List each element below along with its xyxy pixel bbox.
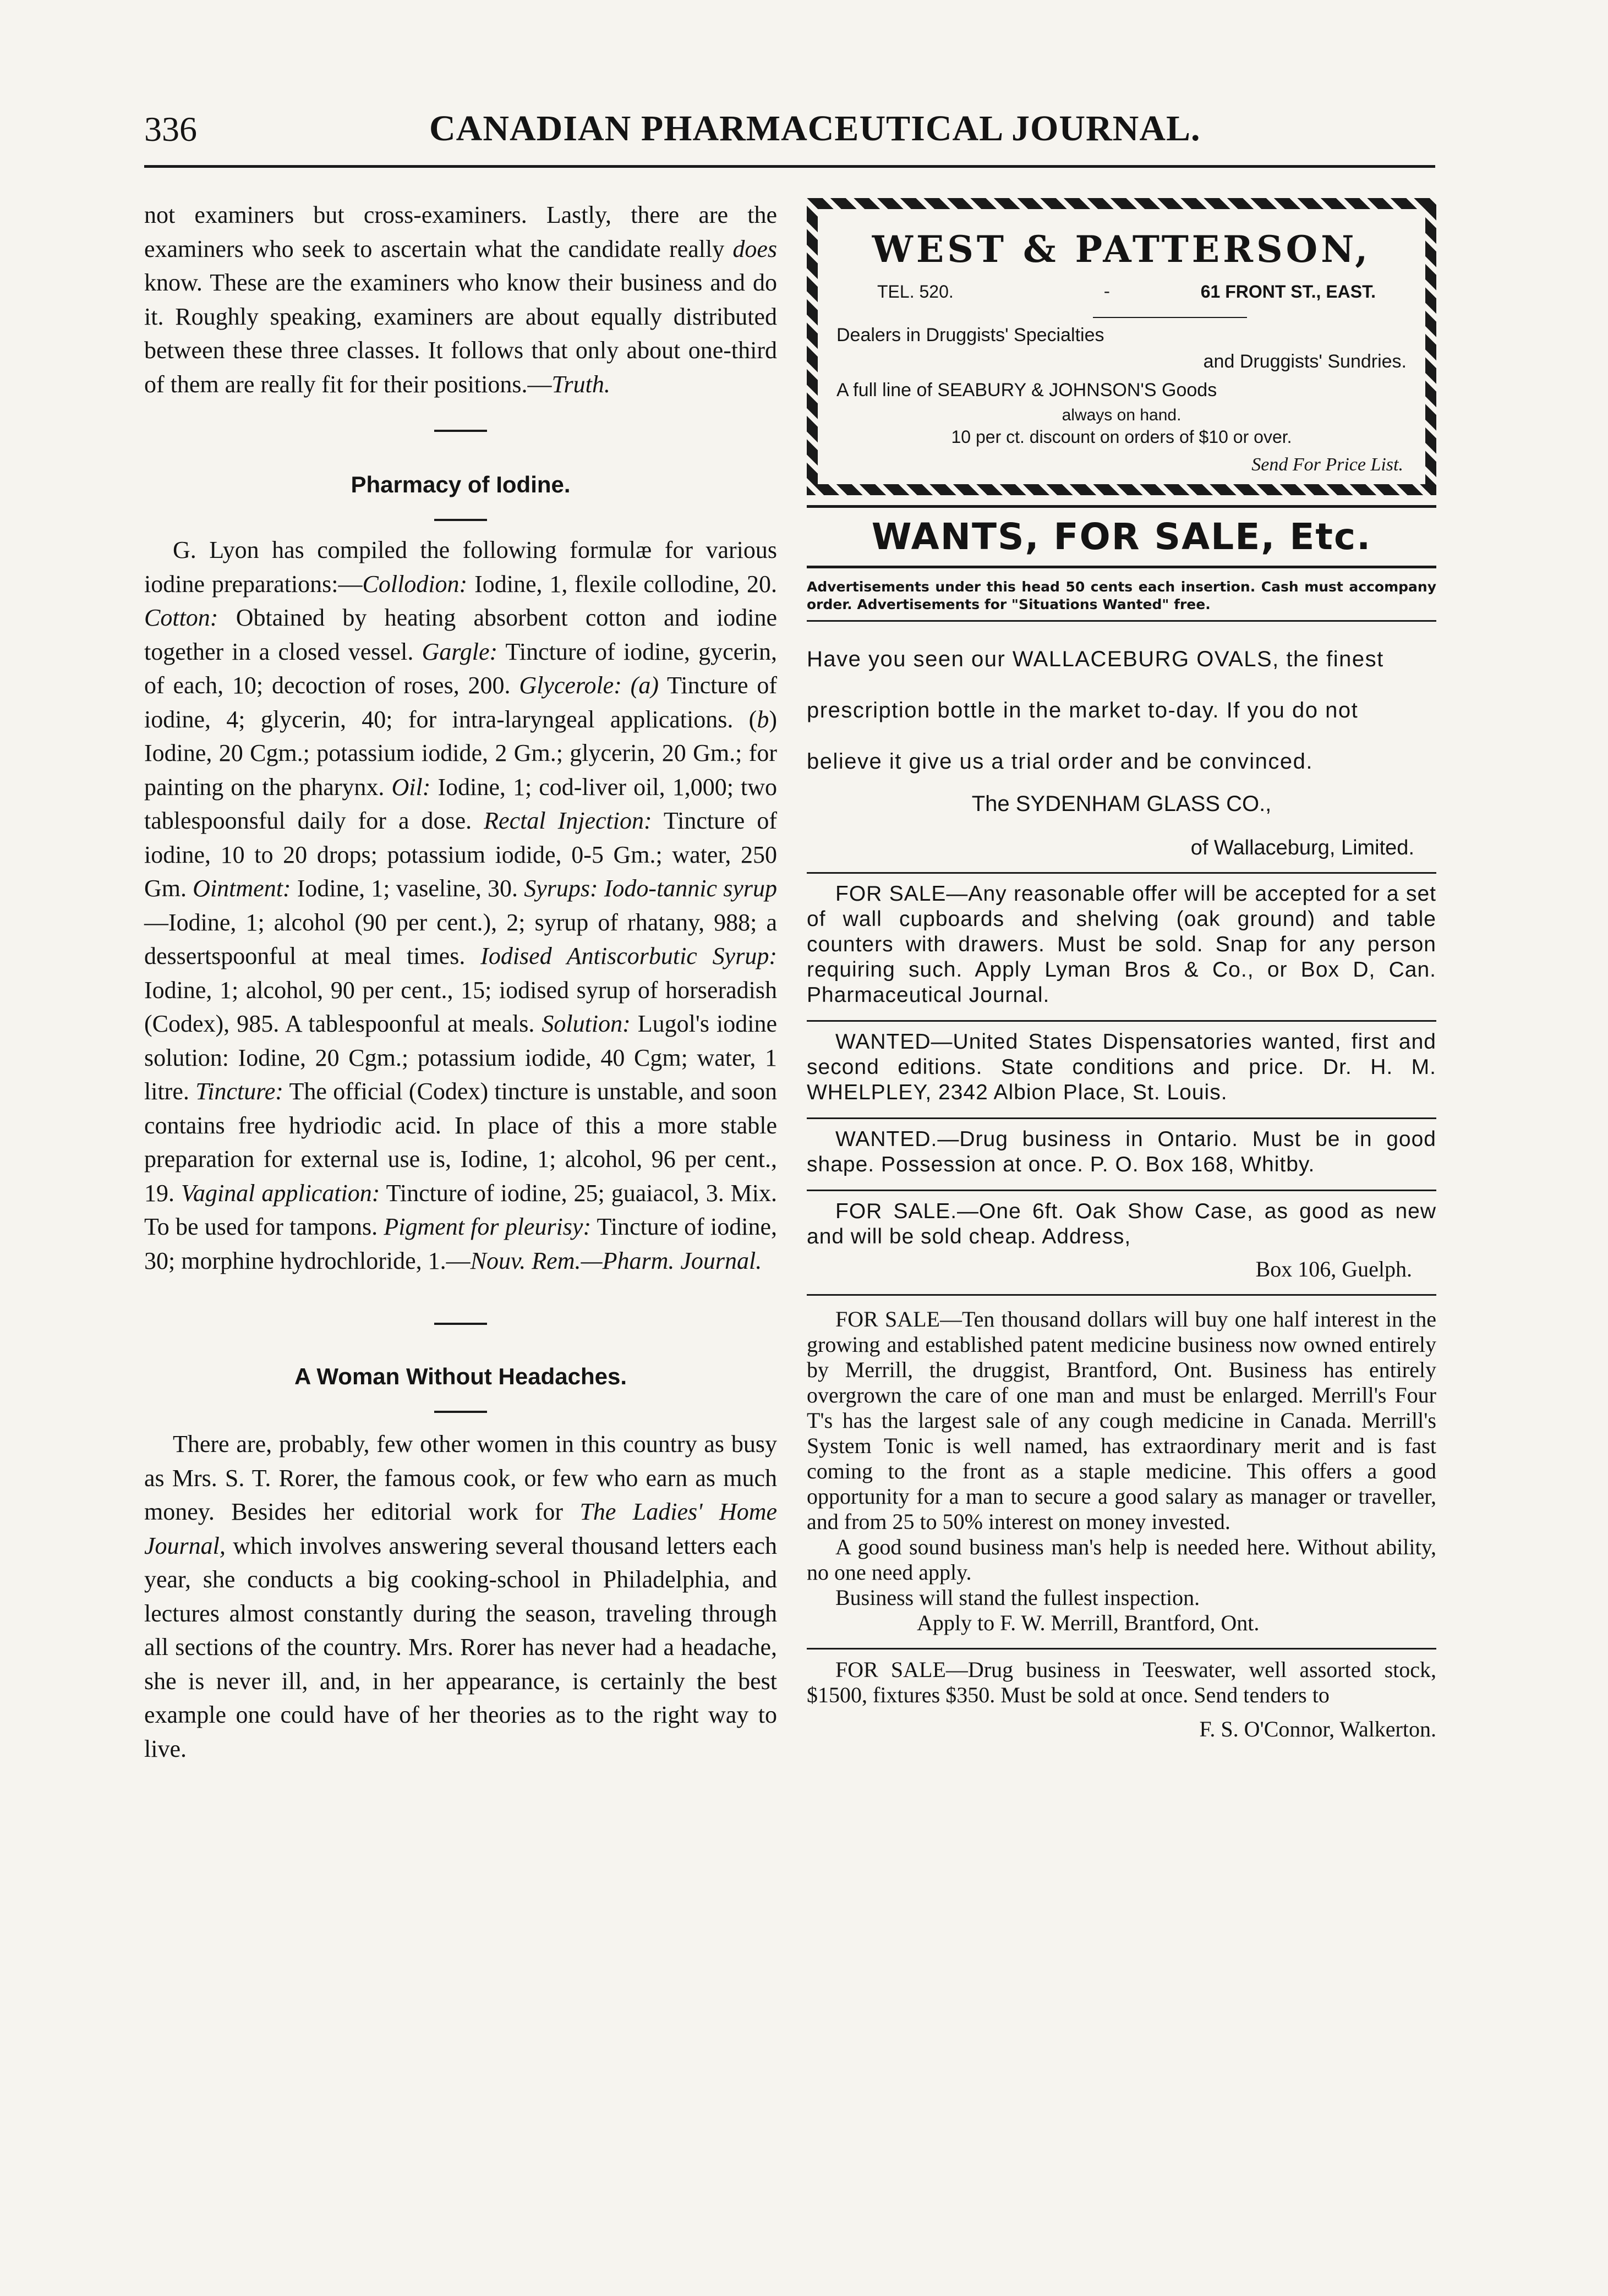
iodine-text-segment: Obtained by heating absorbent cotton and iodine together in a closed vessel. [144,604,777,665]
classified-rule [807,1190,1436,1191]
ad-line-2: and Druggists' Sundries. [1203,351,1407,372]
ad-item-text: WANTED.—Drug business in Ontario. Must be in good shape. Possession at once. P. O. Box 168, Whitby. [807,1127,1436,1176]
running-title: CANADIAN PHARMACEUTICAL JOURNAL. [429,108,1201,149]
classified-rule [807,1648,1436,1650]
ad-item [807,1127,1436,1177]
ad-rule [1093,317,1247,318]
ad-telephone: TEL. 520. [877,282,954,302]
iodine-text-italic-segment: Ointment: [193,875,291,902]
teeswater-signature: F. S. O'Connor, Walkerton. [1199,1717,1436,1741]
iodine-text-segment: —Iodine, 1; alcohol (90 per cent.), 2; syrup of rhatany, 988; a dessertspoonful at meal times. [144,908,777,969]
iodine-text-segment: Iodine, 1; vaseline, 30. [291,875,524,902]
section-rule [807,566,1436,568]
ad-item [807,881,1436,1008]
woman-text-segment: There are, probably, few other women in this country as busy as Mrs. S. T. Rorer, the famous cook, or few who earn as much money. Besides her editorial work for [144,1431,777,1525]
iodine-text-segment: G. Lyon has compiled the following formulæ for various iodine preparations:— [144,536,777,598]
teeswater-ad [807,1657,1436,1742]
iodine-text-italic-segment: Cotton: [144,604,218,631]
iodine-heading: Pharmacy of Iodine. [351,472,571,497]
ad-line-4: always on hand. [1062,406,1182,424]
ad-line-3: A full line of SEABURY & JOHNSON'S Goods [836,380,1217,401]
iodine-text-italic-segment: Solution: [542,1010,631,1037]
classified-rule [807,872,1436,874]
ad-item-signature: Box 106, Guelph. [1255,1257,1412,1281]
iodine-text-segment: Iodine, 1; cod-liver oil, 1,000; two tablespoonsful daily for a dose. [144,773,777,834]
woman-text-italic-segment: The Ladies' Home Journal, [144,1498,778,1559]
page-number: 336 [144,109,197,149]
woman-article-body [144,1427,777,1766]
ad-item-text: FOR SALE.—One 6ft. Oak Show Case, as good as new and will be sold cheap. Address, [807,1199,1436,1248]
iodine-text-segment: The official (Codex) tincture is unstable, and soon contains free hydriodic acid. In place of this a more stable preparation for external use is, Iodine, 1; alcohol, 96 per cent., 19. [144,1078,777,1207]
iodine-text-italic-segment: Collodion: [362,570,468,598]
heading-underline [434,519,487,521]
woman-text-segment: which involves answering several thousand letters each year, she conducts a big cooking-school in Philadelphia, and lectures almost constantly during the season, traveling through all sections of the country. Mrs. Rorer has never had a headache, she is never ill, and, in her appearance, is certainly the best example one could have of her theories as to the right way to live. [144,1532,777,1762]
merrill-ad-p2: A good sound business man's help is needed here. Without ability, no one need apply. [807,1535,1436,1585]
woman-heading: A Woman Without Headaches. [294,1363,627,1389]
ad-item-text: WANTED—United States Dispensatories wanted, first and second editions. State conditions and price. Dr. H. M. WHELPLEY, 2342 Albion Place, St. Louis. [807,1030,1436,1104]
advertising-note: Advertisements under this head 50 cents each insertion. Cash must accompany order. Advertisements for "Situations Wanted" free. [807,579,1436,612]
intro-text-1: not examiners but cross-examiners. Lastly, there are the examiners who seek to ascertain what the candidate really [144,201,777,262]
iodine-text-italic-segment: Gargle: [422,638,498,665]
merrill-ad-p3: Business will stand the fullest inspection. [835,1585,1200,1610]
iodine-text-italic-segment: b [757,705,769,733]
ad-item-text: FOR SALE—Any reasonable offer will be accepted for a set of wall cupboards and shelving (oak ground) and table counters with drawers. Must be sold. Snap for any person requiring such. Apply Lyman Bros & Co., or Box D, Can. Pharmaceutical Journal. [807,882,1436,1007]
iodine-text-segment: Tincture of iodine, 10 to 20 drops; potassium iodide, 0-5 Gm.; water, 250 Gm. [144,807,777,902]
merrill-ad [807,1307,1436,1636]
iodine-text-italic-segment: Iodised Antiscorbutic Syrup: [480,942,777,969]
wallaceburg-company: The SYDENHAM GLASS CO., [971,792,1272,816]
iodine-text-segment: Tincture of iodine, 25; guaiacol, 3. Mix. To be used for tampons. [144,1179,778,1240]
classified-rule [807,1117,1436,1119]
header-rule [144,165,1435,168]
intro-paragraph [144,198,777,401]
wallaceburg-ad: Have you seen our WALLACEBURG OVALS, the finest prescription bottle in the market to-day. If you do not believe it give us a trial order and be convinced. [807,647,1384,774]
iodine-text-segment: Lugol's iodine solution: Iodine, 20 Cgm.; potassium iodide, 40 Cgm; water, 1 litre. [144,1010,777,1105]
classified-rule [807,1294,1436,1296]
merrill-ad-p4: Apply to F. W. Merrill, Brantford, Ont. [917,1610,1260,1635]
section-divider [434,1323,487,1325]
ad-line-6: Send For Price List. [1251,454,1403,475]
iodine-text-segment: Tincture of iodine, 30; morphine hydrochloride, 1.— [144,1213,777,1274]
iodine-article-body [144,533,777,1278]
intro-emphasis: does [732,235,777,262]
west-patterson-ad [807,198,1436,495]
iodine-text-italic-segment: Tincture: [195,1078,283,1105]
classified-rule [807,1020,1436,1022]
iodine-text-segment: Tincture of iodine, gycerin, of each, 10; decoction of roses, 200. [144,638,777,699]
ad-item [807,1199,1436,1282]
ad-line-5: 10 per ct. discount on orders of $10 or over. [951,427,1292,447]
wants-heading: WANTS, FOR SALE, Etc. [871,516,1372,558]
section-divider [434,430,487,432]
ad-address: 61 FRONT ST., EAST. [1200,282,1376,302]
iodine-text-segment: Tincture of iodine, 4; glycerin, 40; for intra-laryngeal applications. ( [144,672,777,733]
merrill-ad-p1: FOR SALE—Ten thousand dollars will buy one half interest in the growing and established patent medicine business now owned entirely by Merrill, the druggist, Brantford, Ont. Business has entirely overgrown the care of one man and must be enlarged. Merrill's Four T's has the largest sale of any cough medicine in Canada. Merrill's System Tonic is well named, has extraordinary merit and is fast coming to the front as a staple medicine. This offers a good opportunity for a man to secure a good salary as manager or traveller, and from 25 to 50% interest on money invested. [807,1307,1436,1534]
ad-line-1: Dealers in Druggists' Specialties [836,325,1104,346]
section-rule [807,505,1436,508]
intro-text-2: know. These are the examiners who know their business and do it. Roughly speaking, examiners are about equally distributed between these three classes. It follows that only about one-third of them are really fit for their positions.— [144,269,777,398]
wallaceburg-place: of Wallaceburg, Limited. [1190,836,1414,859]
iodine-text-italic-segment: Vaginal application: [181,1179,380,1207]
ad-separator: - [1104,281,1110,300]
teeswater-ad-text: FOR SALE—Drug business in Teeswater, well assorted stock, $1500, fixtures $350. Must be sold at once. Send tenders to [807,1657,1436,1707]
iodine-text-italic-segment: Syrups: Iodo-tannic syrup [524,875,777,902]
right-column [807,198,1436,1742]
iodine-text-segment: Iodine, 1; alcohol, 90 per cent., 15; iodised syrup of horseradish (Codex), 985. A tablespoonful at meals. [144,976,777,1037]
iodine-text-segment: Iodine, 1, flexile collodine, 20. [467,570,777,598]
iodine-text-italic-segment: Oil: [391,773,431,801]
classified-rule [807,620,1436,622]
intro-source: Truth. [551,370,610,398]
left-column [144,198,777,1766]
ad-title: WEST & PATTERSON, [872,228,1371,271]
heading-underline [434,1411,487,1413]
iodine-text-italic-segment: Nouv. Rem.—Pharm. Journal. [470,1247,762,1274]
iodine-text-italic-segment: Glycerole: (a) [519,672,659,699]
iodine-text-segment: ) Iodine, 20 Cgm.; potassium iodide, 2 Gm.; glycerin, 20 Gm.; for painting on the pharynx. [144,705,777,801]
iodine-text-italic-segment: Rectal Injection: [484,807,652,834]
iodine-text-italic-segment: Pigment for pleurisy: [384,1213,592,1240]
ad-item [807,1029,1436,1105]
